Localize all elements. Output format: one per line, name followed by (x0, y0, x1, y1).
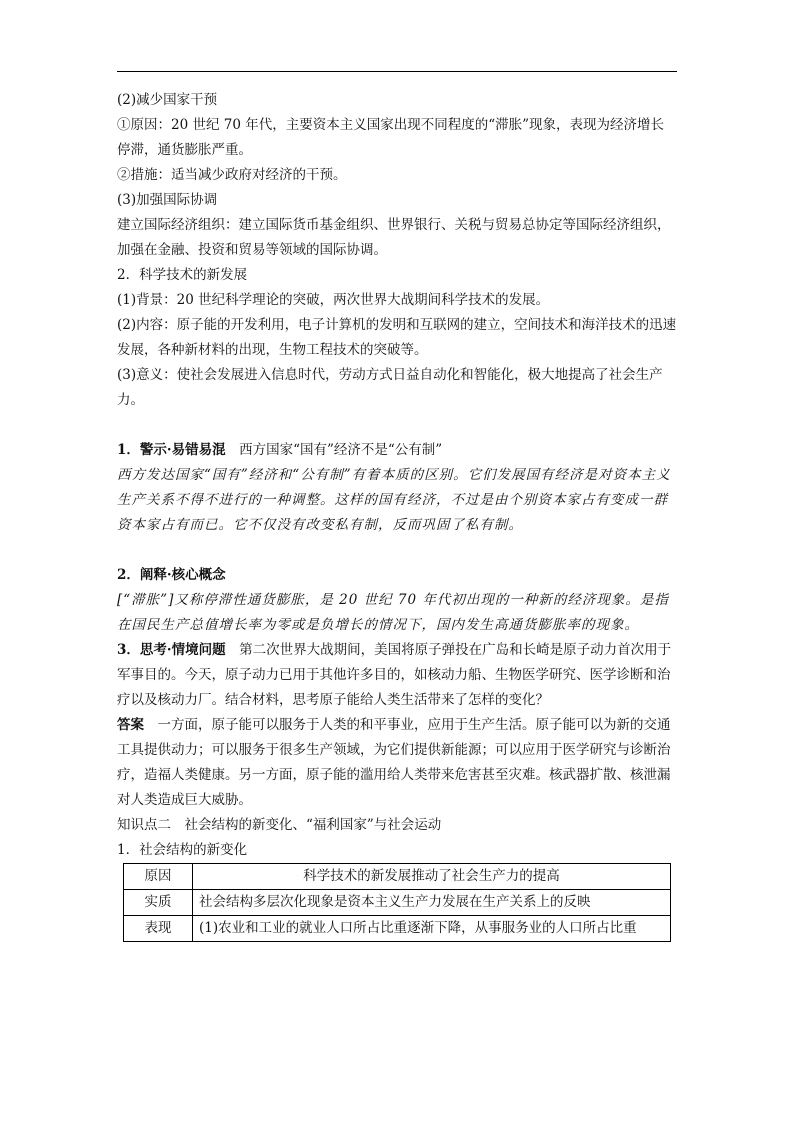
answer-label: 答案 (117, 717, 144, 733)
paragraph-cause: ①原因：20 世纪 70 年代，主要资本主义国家出现不同程度的“滞胀”现象，表现为经济增长停滞，通货膨胀严重。 (117, 117, 665, 158)
think-body: 第二次世界大战期间，美国将原子弹投在广岛和长崎是原子动力首次用于军事目的。今天，原子动力已用于其他许多目的，如核动力船、生物医学研究、医学诊断和治疗以及核动力厂。结合材料，思考原子能给人类生活带来了怎样的变化？ (117, 642, 672, 708)
table-row (124, 864, 671, 890)
heading-science-tech: 2．科学技术的新发展 (117, 267, 248, 283)
concept-body: [“滞胀”]又称停滞性通货膨胀，是 20 世纪 70 年代初出现的一种新的经济现象。是指在国民生产总值增长率为零或是负增长的情况下，国内发生高通货膨胀率的现象。 (117, 592, 669, 633)
table-row (124, 916, 671, 942)
paragraph-content: (2)内容：原子能的开发利用，电子计算机的发明和互联网的建立，空间技术和海洋技术的迅速发展，各种新材料的出现，生物工程技术的突破等。 (117, 317, 677, 358)
table-key-cell: 表现 (124, 916, 193, 942)
header-rule (117, 71, 677, 72)
document-body (117, 88, 677, 942)
warning-body: 西方发达国家“国有”经济和“公有制”有着本质的区别。它们发展国有经济是对资本主义生产关系不得不进行的一种调整。这样的国有经济，不过是由个别资本家占有变成一群资本家占有而已。它不仅没有改变私有制，反而巩固了私有制。 (117, 467, 671, 533)
concept-heading: 2．阐释·核心概念 (117, 567, 226, 583)
paragraph-measures: ②措施：适当减少政府对经济的干预。 (117, 167, 347, 183)
answer-paragraph (117, 713, 677, 813)
table-key-cell: 实质 (124, 890, 193, 916)
answer-body: 一方面，原子能可以服务于人类的和平事业，应用于生产生活。原子能可以为新的交通工具提供动力；可以服务于很多生产领域，为它们提供新能源；可以应用于医学研究与诊断治疗，造福人类健康。另一方面，原子能的滥用给人类带来危害甚至灾难。核武器扩散、核泄漏对人类造成巨大威胁。 (117, 717, 671, 808)
heading-international-coordination: (3)加强国际协调 (117, 192, 218, 208)
warning-heading (117, 438, 677, 463)
table-value-cell: 社会结构多层次化现象是资本主义生产力发展在生产关系上的反映 (193, 890, 671, 916)
spacer (117, 538, 677, 563)
table-row (124, 890, 671, 916)
think-label: 3．思考·情境问题 (117, 642, 226, 658)
spacer (117, 413, 677, 438)
paragraph-intl-orgs: 建立国际经济组织：建立国际货币基金组织、世界银行、关税与贸易总协定等国际经济组织，加强在金融、投资和贸易等领域的国际协调。 (117, 217, 671, 258)
heading-reduce-intervention: (2)减少国家干预 (117, 92, 218, 108)
think-paragraph (117, 638, 677, 713)
paragraph-background: (1)背景：20 世纪科学理论的突破，两次世界大战期间科学技术的发展。 (117, 292, 550, 308)
warning-title: 西方国家“国有”经济不是“公有制” (239, 442, 443, 458)
table-value-cell: 科学技术的新发展推动了社会生产力的提高 (193, 864, 671, 890)
warning-label: 1．警示·易错易混 (117, 442, 226, 458)
table-key-cell: 原因 (124, 864, 193, 890)
subheading-social-structure: 1．社会结构的新变化 (117, 842, 248, 858)
paragraph-significance: (3)意义：使社会发展进入信息时代，劳动方式日益自动化和智能化，极大地提高了社会生产力。 (117, 367, 663, 408)
table-value-cell: (1)农业和工业的就业人口所占比重逐渐下降，从事服务业的人口所占比重 (193, 916, 671, 942)
knowledge-point-title: 知识点二 社会结构的新变化、“福利国家”与社会运动 (117, 817, 442, 833)
social-structure-table (123, 863, 671, 942)
